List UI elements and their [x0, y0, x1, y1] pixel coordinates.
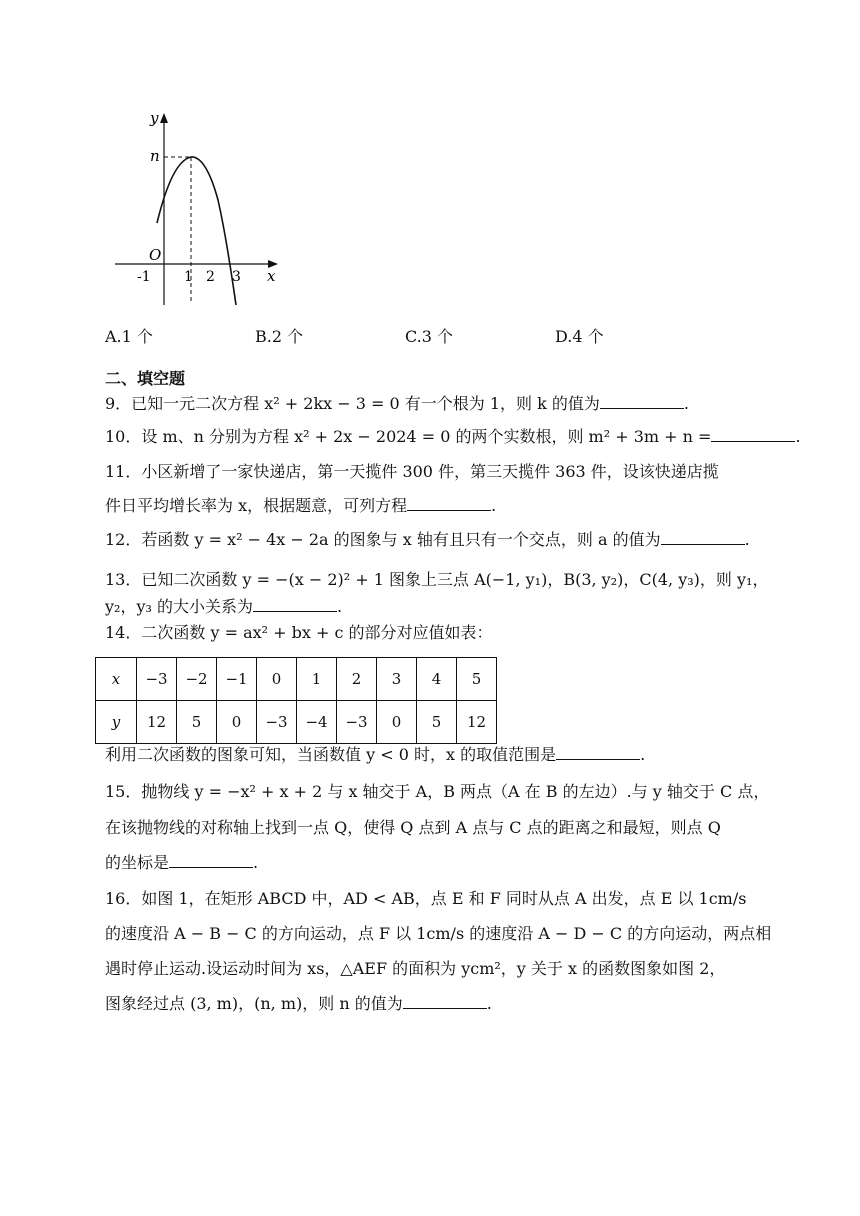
question-14-text: 利用二次函数的图象可知，当函数值 y < 0 时，x 的取值范围是 — [105, 745, 557, 764]
answer-blank-14[interactable] — [556, 745, 640, 760]
question-16-text: 图象经过点 (3, m)，(n, m)，则 n 的值为 — [105, 994, 403, 1013]
question-15-line-3 — [105, 853, 258, 873]
table-cell: 0 — [377, 701, 417, 744]
question-9-text: 9．已知一元二次方程 x² + 2kx − 3 = 0 有一个根为 1，则 k 的值为 — [105, 394, 600, 413]
question-14-line-2 — [105, 745, 645, 765]
table-header-x: x — [96, 658, 137, 701]
period: . — [795, 427, 801, 446]
answer-blank-13[interactable] — [253, 597, 337, 612]
table-cell: 3 — [377, 658, 417, 701]
question-13-line-1: 13．已知二次函数 y = −(x − 2)² + 1 图象上三点 A(−1, y₁)，B(3, y₂)，C(4, y₃)，则 y₁， — [105, 570, 769, 589]
answer-blank-16[interactable] — [403, 994, 487, 1009]
question-16-line-3: 遇时停止运动.设运动时间为 xs，△AEF 的面积为 ycm²，y 关于 x 的函数图象如图 2， — [105, 959, 726, 978]
table-cell: −3 — [257, 701, 297, 744]
question-11-text: 件日平均增长率为 x，根据题意，可列方程 — [105, 496, 408, 515]
choice-c: C.3 个 — [405, 327, 454, 346]
tick-label-minus1: -1 — [137, 269, 151, 285]
period: . — [640, 745, 646, 764]
period: . — [253, 853, 259, 872]
period: . — [486, 994, 492, 1013]
choice-b: B.2 个 — [255, 327, 304, 346]
question-16-line-1: 16．如图 1，在矩形 ABCD 中，AD < AB，点 E 和 F 同时从点 A 出发，点 E 以 1cm/s — [105, 889, 747, 908]
question-14-line-1: 14．二次函数 y = ax² + bx + c 的部分对应值如表： — [105, 623, 493, 642]
period: . — [491, 496, 497, 515]
table-cell: 12 — [137, 701, 177, 744]
tick-label-2: 2 — [206, 269, 215, 285]
question-15-line-2: 在该抛物线的对称轴上找到一点 Q，使得 Q 点到 A 点与 C 点的距离之和最短，则点 Q — [105, 818, 721, 837]
period: . — [337, 597, 343, 616]
question-16-line-2: 的速度沿 A − B − C 的方向运动，点 F 以 1cm/s 的速度沿 A − D − C 的方向运动，两点相 — [105, 924, 772, 943]
table-cell: −2 — [177, 658, 217, 701]
table-cell: 5 — [417, 701, 457, 744]
section-title: 二、填空题 — [105, 369, 186, 388]
tick-label-1: 1 — [184, 269, 193, 285]
table-cell: −3 — [137, 658, 177, 701]
question-10 — [105, 427, 801, 447]
answer-blank-9[interactable] — [600, 394, 684, 409]
question-16-line-4 — [105, 994, 492, 1014]
tick-label-3: 3 — [232, 269, 241, 285]
y-axis-label: y — [150, 109, 159, 127]
choice-a: A.1 个 — [105, 327, 153, 346]
period: . — [744, 530, 750, 549]
question-10-text: 10．设 m、n 分别为方程 x² + 2x − 2024 = 0 的两个实数根，则 m² + 3m + n = — [105, 427, 712, 446]
period: . — [683, 394, 690, 413]
question-12 — [105, 530, 750, 550]
table-cell: 5 — [457, 658, 497, 701]
answer-blank-10[interactable] — [711, 427, 795, 442]
question-15-line-1: 15．抛物线 y = −x² + x + 2 与 x 轴交于 A，B 两点（A 在 B 的左边）.与 y 轴交于 C 点， — [105, 782, 770, 801]
table-cell: 2 — [337, 658, 377, 701]
y-axis-arrow — [160, 113, 168, 123]
table-cell: −3 — [337, 701, 377, 744]
table-cell: −4 — [297, 701, 337, 744]
question-11-line-2 — [105, 496, 496, 516]
table-cell: −1 — [217, 658, 257, 701]
table-row-y — [96, 701, 497, 744]
question-15-text: 的坐标是 — [105, 853, 170, 872]
question-12-text: 12．若函数 y = x² − 4x − 2a 的图象与 x 轴有且只有一个交点，则 a 的值为 — [105, 530, 661, 549]
table-header-y: y — [96, 701, 137, 744]
value-table — [95, 657, 497, 744]
table-cell: 1 — [297, 658, 337, 701]
origin-label: O — [149, 246, 162, 264]
table-cell: 0 — [257, 658, 297, 701]
parabola-curve — [157, 157, 236, 305]
question-13-line-2 — [105, 597, 342, 617]
n-label: n — [150, 147, 160, 165]
table-row-x — [96, 658, 497, 701]
table-cell: 12 — [457, 701, 497, 744]
answer-blank-11[interactable] — [407, 496, 491, 511]
question-13-text: y₂，y₃ 的大小关系为 — [105, 597, 253, 616]
question-11-line-1: 11．小区新增了一家快递店，第一天揽件 300 件，第三天揽件 363 件，设该快递店揽 — [105, 462, 719, 481]
table-cell: 5 — [177, 701, 217, 744]
table-cell: 0 — [217, 701, 257, 744]
question-9 — [105, 394, 689, 414]
x-axis-label: x — [267, 267, 276, 285]
answer-blank-15[interactable] — [169, 853, 253, 868]
parabola-graph — [100, 105, 300, 315]
answer-blank-12[interactable] — [661, 530, 745, 545]
table-cell: 4 — [417, 658, 457, 701]
choice-d: D.4 个 — [555, 327, 604, 346]
